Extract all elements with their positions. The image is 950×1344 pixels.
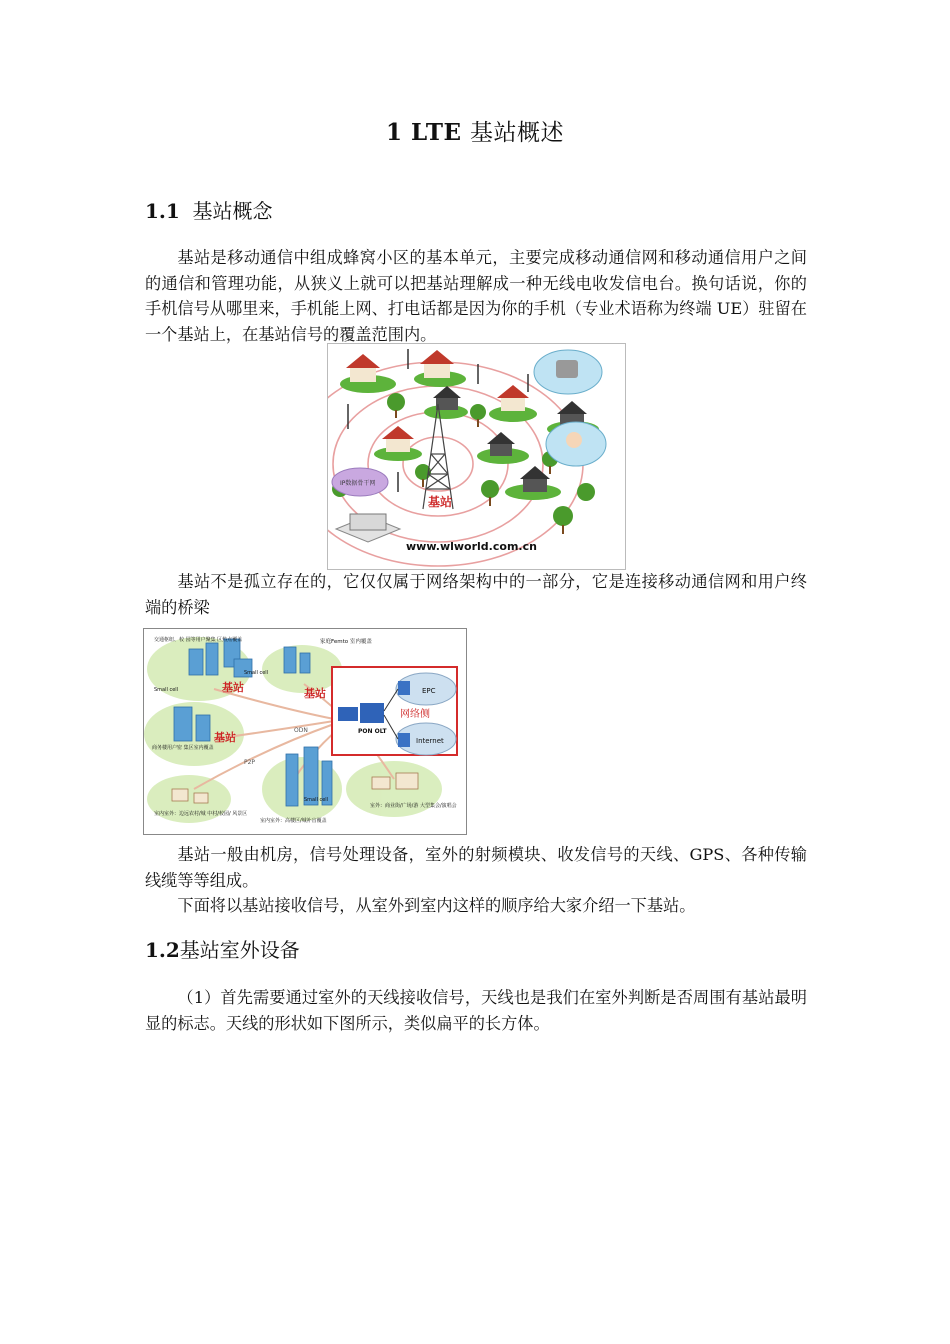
network-architecture-figure xyxy=(143,628,467,835)
cloud-label: IP数据骨干网 xyxy=(340,480,376,487)
femto-label: 家庭Femto 室内覆盖 xyxy=(320,639,372,645)
section-heading-1-1 xyxy=(145,195,273,224)
section-heading-1-2 xyxy=(145,934,300,963)
traffic-hub-label: 交通枢纽、校 园等用户聚集 区热点覆盖 xyxy=(154,637,243,643)
small-cell-label-3: Small cell xyxy=(304,797,329,803)
section-title: 基站概念 xyxy=(192,199,273,223)
outdoor-business-label: 室外：商业街/广场/游 大型集会/演唱会 xyxy=(370,803,457,809)
base-station-label-3: 基站 xyxy=(214,731,236,744)
watermark-text: www.wlworld.com.cn xyxy=(406,540,537,553)
base-station-coverage-figure xyxy=(327,343,626,570)
internet-label: Internet xyxy=(416,737,444,745)
section-title: 基站室外设备 xyxy=(179,938,300,962)
paragraph-2 xyxy=(145,569,807,620)
paragraph-text-2: 下面将以基站接收信号，从室外到室内这样的顺序给大家介绍一下基站。 xyxy=(177,896,696,915)
small-cell-label-2: Small cell xyxy=(154,687,179,693)
network-side-label: 网络侧 xyxy=(400,709,430,720)
section-number: 1.2 xyxy=(145,938,180,962)
odn-label: ODN xyxy=(294,727,308,734)
indoor-outdoor-label: 室内室外：边远农村/城 中村/校园/ 风景区 xyxy=(154,811,248,817)
paragraph-text: 基站是移动通信中组成蜂窝小区的基本单元，主要完成移动通信网和移动通信用户之间的通信和管理功能，从狭义上就可以把基站理解成一种无线电收发信电台。换句话说，你的手机信号从哪里来，手机能上网、打电话都是因为你的手机（专业术语称为终端 UE）驻留在一个基站上，在基站信号的覆盖范围内。 xyxy=(145,248,807,344)
paragraph-text: 基站一般由机房，信号处理设备，室外的射频模块、收发信号的天线、GPS、各种传输线缆等等组成。 xyxy=(145,845,807,890)
title-text: 基站概述 xyxy=(469,120,564,146)
base-station-label-1: 基站 xyxy=(222,681,244,694)
pon-olt-label: PON OLT xyxy=(358,728,387,735)
p2p-label: P2P xyxy=(244,759,256,766)
tower-label: 基站 xyxy=(428,495,453,509)
base-station-label-2: 基站 xyxy=(304,687,326,700)
paragraph-text: （1）首先需要通过室外的天线接收信号，天线也是我们在室外判断是否周围有基站最明显的标志。天线的形状如下图所示，类似扁平的长方体。 xyxy=(145,988,807,1033)
page-title xyxy=(0,114,950,147)
title-number: 1 LTE xyxy=(386,119,462,146)
paragraph-5 xyxy=(145,985,807,1036)
small-cell-label-1: Small cell xyxy=(244,670,269,676)
business-label: 商务楼用户密 集区室内覆盖 xyxy=(152,745,214,751)
epc-label: EPC xyxy=(422,687,436,695)
indoor-office-label: 室内室外：高楼区/城补盲覆盖 xyxy=(260,818,327,824)
section-number: 1.1 xyxy=(145,199,180,223)
paragraph-text: 基站不是孤立存在的，它仅仅属于网络架构中的一部分，它是连接移动通信网和用户终端的桥梁 xyxy=(145,572,807,617)
paragraph-3 xyxy=(145,842,807,919)
paragraph-1 xyxy=(145,245,807,347)
